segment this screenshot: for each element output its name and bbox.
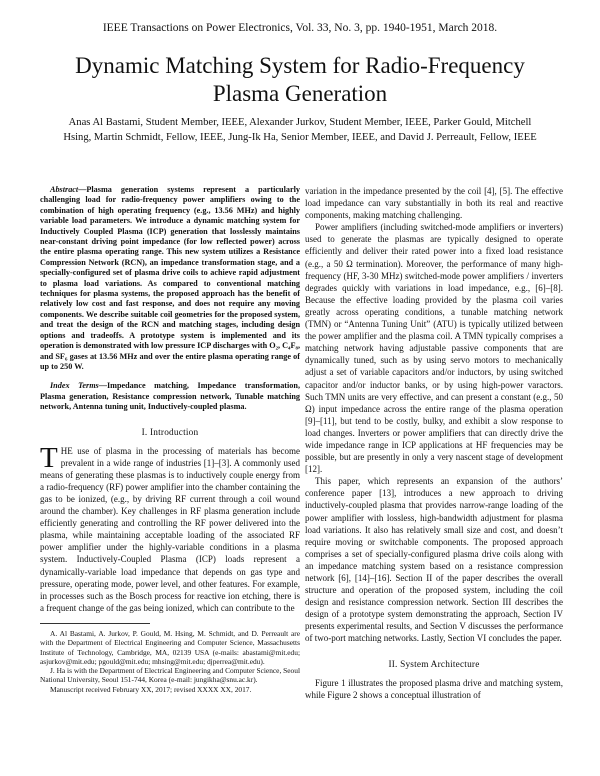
index-terms-text: Impedance matching, Impedance transformation, Plasma generation, Resistance compression network, Tunable matching network, Antenna tuning unit, Inductively-coupled plasma. (40, 381, 300, 412)
section-heading-system-architecture: II. System Architecture (388, 659, 480, 670)
body-paragraph: Figure 1 illustrates the proposed plasma drive and matching system, while Figure 2 shows a conceptual illustration of (305, 677, 563, 700)
body-paragraph: This paper, which represents an expansion of the authors’ conference paper [13], introduces a new approach to driving inductively-coupled plasma that provides narrow-range loading of the power amplifier with lossless, high-bandwidth adjustment for plasma load variations. It also has relatively small size and cost, and doesn’t require moving or switchable components. The proposed approach comprises a set of specially-configured plasma drive coils along with an impedance matching system based on a resistance compression network [6], [14]–[16]. Section II of the paper describes the overall structure and operation of the proposed system, including the coil design and resistance compression network. Section III describes the design of a prototype system demonstrating the approach, Section IV presents experimental results, and Section V discusses the performance of two-port matching networks. Lastly, Section VI concludes the paper. (305, 476, 563, 644)
title-line-2: Plasma Generation (212, 81, 388, 106)
paper-title (40, 52, 560, 108)
section-heading-introduction: I. Introduction (141, 427, 199, 438)
index-terms: Index Terms—Impedance matching, Impedance transformation, Plasma generation, Resistance compression network, Tunable matching network, Antenna tuning unit, Inductively-coupled plasma. (40, 381, 300, 412)
index-terms-label: Index Terms (50, 381, 99, 391)
left-column (40, 185, 300, 694)
journal-header: IEEE Transactions on Power Electronics, Vol. 33, No. 3, pp. 1940-1951, March 2018. (102, 22, 498, 34)
abstract: Abstract—Plasma generation systems represent a particularly challenging load for radio-frequency power amplifiers owing to the combination of high operating frequency (e.g., 13.56 MHz) and highly variable load parameters. We introduce a dynamic matching system for Inductively Coupled Plasma (ICP) generation that losslessly maintains near-constant driving point impedance (for low reflected power) across the entire plasma operating range. This new system utilizes a Resistance Compression Network (RCN), an impedance transformation stage, and a specially-configured set of plasma drive coils to achieve rapid adjustment to plasma load variations. As compared to conventional matching techniques for plasma systems, the proposed approach has the benefit of relatively low cost and fast response, and does not require any moving components. We describe suitable coil geometries for the proposed system, and treat the design of the RCN and matching stages, including design options and tradeoffs. A prototype system is implemented and its operation is demonstrated with low pressure ICP discharges with O₂, C₄F₈, and SF₆ gases at 13.56 MHz and over the entire plasma operating range of up to 250 W. (40, 185, 300, 371)
abstract-label: Abstract (50, 185, 79, 194)
body-paragraph: variation in the impedance presented by the coil [4], [5]. The effective load impedance can vary substantially in both its real and reactive components, making matching challenging. (305, 186, 563, 221)
authors-line-2: Hsing, Martin Schmidt, Fellow, IEEE, Jung-Ik Ha, Senior Member, IEEE, and David J. Perreault, Fellow, IEEE (63, 132, 537, 143)
body-paragraph: Power amplifiers (including switched-mode amplifiers or inverters) used to generate the plasmas are typically designed to operate efficiently and deliver their rated power into a fixed load resistance (e.g., a 50 Ω termination). Moreover, the performance of many high-frequency (HF, 3-30 MHz) switched-mode power amplifiers / inverters degrades quickly with variations in load impedance, e.g., [6]–[8]. Because the effective loading provided by the plasma coil varies greatly across operating conditions, a tunable matching network (TMN) or “Antenna Tuning Unit” (ATU) is typically utilized between the power amplifier and the plasma coil. A TMN typically comprises a matching network having adjustable passive components that are dynamically tuned, such as by using servo motors to mechanically adjust a set of variable capacitors and/or inductors, by using switched capacitor and/or inductor banks, or by using high-power varactors. Such TMN units are very effective, and can present a constant (e.g., 50 Ω) input impedance across the entire range of the plasma operation [9]–[11], but tend to be costly, bulky, and exhibit a slow response to load changes. Inverters or power amplifiers that can directly drive the wide impedance range in ICP applications at HF frequencies may be possible, but are presently in only a very nascent stage of development [12]. (305, 222, 563, 475)
footnote-affiliation-mit: A. Al Bastami, A. Jurkov, P. Gould, M. Hsing, M. Schmidt, and D. Perreault are with the Department of Electrical Engineering and Computer Science, Massachusetts Institute of Technology, Cambridge, MA, 02139 USA (e-mails: abastami@mit.edu; asjurkov@mit.edu; pgould@mit.edu; mhsing@mit.edu; djperrea@mit.edu). (40, 628, 300, 666)
footnote-manuscript-dates: Manuscript received February XX, 2017; revised XXXX XX, 2017. (50, 684, 252, 694)
authors-line-1: Anas Al Bastami, Student Member, IEEE, Alexander Jurkov, Student Member, IEEE, Parker Gould, Mitchell (68, 117, 532, 128)
right-column (305, 185, 563, 701)
title-line-1: Dynamic Matching System for Radio-Frequency (75, 53, 525, 78)
drop-cap: T (40, 441, 58, 474)
footnote-affiliation-snu: J. Ha is with the Department of Electrical Engineering and Computer Science, Seoul National University, Seoul 151-744, Korea (e-mail: jungikha@snu.ac.kr). (40, 666, 300, 685)
footnote-divider (40, 623, 150, 624)
introduction-text: HE use of plasma in the processing of materials has become prevalent in a wide range of industries [1]–[3]. A commonly used means of generating these plasmas is to inductively couple energy from a radio-frequency (RF) power amplifier into the chamber containing the gas to be ionized, (e.g., by driving RF current through a coil wound around the chamber). Key challenges in RF plasma generation include efficiently generating and controlling the RF power delivered into the plasma, while maintaining acceptable loading of the associated RF power amplifier under the highly-variable conditions in a plasma system. Inductively-Coupled Plasma (ICP) loads represent a dynamically-variable load impedance that depends on gas type and pressure, operating mode, power level, and other features. For example, in processes such as the Bosch process for reactive ion etching, there is a frequent change of the gas being ionized, which can contribute to the (40, 445, 300, 613)
introduction-paragraph (40, 441, 300, 614)
abstract-text: Plasma generation systems represent a particularly challenging load for radio-frequency power amplifiers owing to the combination of high operating frequency (e.g., 13.56 MHz) and highly variable load parameters. We introduce a dynamic matching system for Inductively Coupled Plasma (ICP) generation that losslessly maintains near-constant driving point impedance (for low reflected power) across the entire plasma operating range. This new system utilizes a Resistance Compression Network (RCN), an impedance transformation stage, and a specially-configured set of plasma drive coils to achieve rapid adjustment to plasma load variations. As compared to conventional matching techniques for plasma systems, the proposed approach has the benefit of relatively low cost and fast response, and does not require any moving components. We describe suitable coil geometries for the proposed system, and treat the design of the RCN and matching stages, including design options and tradeoffs. A prototype system is implemented and its operation is demonstrated with low pressure ICP discharges with O₂, C₄F₈, and SF₆ gases at 13.56 MHz and over the entire plasma operating range of up to 250 W. (40, 185, 300, 371)
author-list (40, 115, 560, 145)
